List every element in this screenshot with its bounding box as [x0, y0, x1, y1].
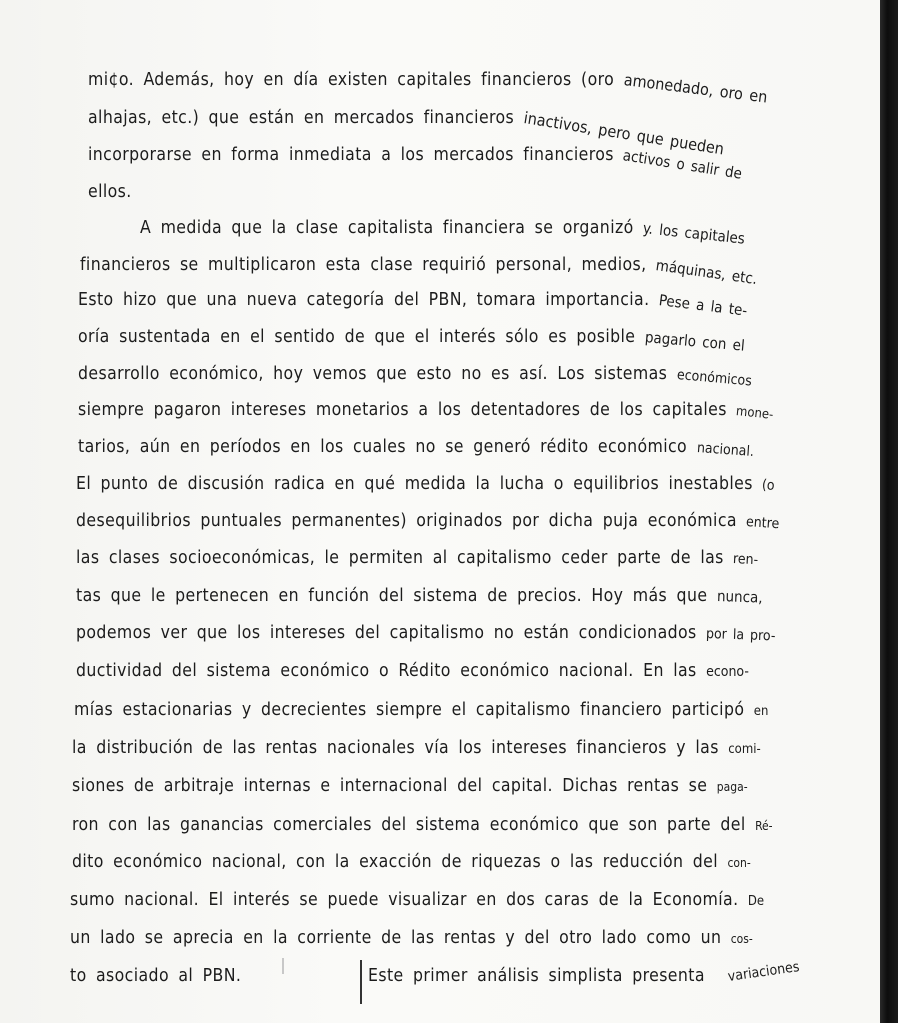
- text-line: [76, 586, 762, 606]
- line-tail: variaciones: [727, 959, 801, 985]
- line-text: ron con las ganancias comerciales del sistema económico que son parte del: [72, 815, 746, 835]
- page-edge-shadow: [880, 0, 898, 1023]
- line-tail: econo-: [706, 664, 749, 680]
- line-text: sumo nacional. El interés se puede visualizar en dos caras de la Economía.: [70, 890, 739, 910]
- text-line: [72, 776, 748, 796]
- line-text: mi¢o. Además, hoy en día existen capitales financieros (oro: [88, 70, 615, 90]
- line-tail: mone-: [735, 404, 775, 423]
- line-text: ductividad del sistema económico o Rédito económico nacional. En las: [76, 661, 697, 681]
- line-text: tas que le pertenecen en función del sistema de precios. Hoy más que: [76, 586, 708, 606]
- text-line: [78, 327, 746, 355]
- line-text: Este primer análisis simplista presenta: [368, 966, 705, 986]
- text-line: [76, 623, 776, 643]
- text-line: [76, 548, 758, 568]
- line-tail: Ré-: [755, 819, 773, 833]
- line-tail: paga-: [716, 780, 748, 794]
- text-line: [140, 218, 746, 248]
- line-tail: nunca,: [716, 587, 763, 607]
- line-text: un lado se aprecia en la corriente de las rentas y del otro lado como un: [70, 928, 722, 948]
- line-tail: ren-: [732, 551, 759, 569]
- text-line: [72, 852, 751, 872]
- line-text: podemos ver que los intereses del capitalismo no están condicionados: [76, 623, 697, 643]
- line-tail: y. los capitales: [642, 219, 746, 248]
- text-line: [74, 700, 768, 720]
- text-line: [76, 511, 780, 531]
- line-text: incorporarse en forma inmediata a los mercados financieros: [88, 145, 614, 165]
- line-tail: comi-: [728, 742, 761, 757]
- line-tail: inactivos, pero que pueden: [522, 108, 725, 159]
- paste-edge-mark: [360, 960, 362, 1004]
- line-text: El punto de discusión radica en qué medida la lucha o equilibrios inestables: [76, 474, 753, 494]
- line-text: tarios, aún en períodos en los cuales no se generó rédito económico: [78, 437, 688, 457]
- text-line: [368, 959, 801, 986]
- line-tail: económicos: [675, 367, 753, 390]
- text-line: [70, 890, 764, 910]
- line-tail: en: [753, 704, 769, 719]
- line-tail: De: [747, 894, 765, 909]
- line-tail: por la pro-: [705, 626, 776, 645]
- text-line: [72, 815, 773, 835]
- text-line: [72, 738, 761, 758]
- line-text: ellos.: [88, 182, 132, 202]
- line-text: financieros se multiplicaron esta clase requirió personal, medios,: [80, 255, 647, 275]
- text-line: [88, 145, 744, 183]
- text-line: [78, 364, 753, 390]
- line-text: Esto hizo que una nueva categoría del PBN, tomara importancia.: [78, 290, 650, 310]
- line-text: to asociado al PBN.: [70, 966, 242, 986]
- text-line: [88, 182, 132, 202]
- line-text: siones de arbitraje internas e internacional del capital. Dichas rentas se: [72, 776, 708, 796]
- text-line: [78, 437, 754, 460]
- text-line: [70, 928, 753, 948]
- text-line: [76, 661, 749, 681]
- line-tail: nacional.: [695, 440, 754, 460]
- line-text: A medida que la clase capitalista financiera se organizó: [140, 218, 634, 238]
- line-tail: Pese a la te-: [657, 291, 749, 320]
- text-line: [70, 966, 241, 986]
- faint-mark: [282, 958, 284, 974]
- line-text: mías estacionarias y decrecientes siempre el capitalismo financiero participó: [74, 700, 745, 720]
- line-text: alhajas, etc.) que están en mercados financieros: [88, 108, 515, 128]
- line-text: la distribución de las rentas nacionales vía los intereses financieros y las: [72, 738, 719, 758]
- line-text: desarrollo económico, hoy vemos que esto no es así. Los sistemas: [78, 364, 668, 384]
- line-tail: entre: [745, 514, 781, 533]
- line-text: oría sustentada en el sentido de que el interés sólo es posible: [78, 327, 636, 347]
- text-line: [76, 474, 775, 494]
- line-tail: con-: [727, 856, 751, 870]
- line-tail: pagarlo con el: [644, 328, 746, 355]
- text-line: [88, 70, 769, 107]
- line-text: dito económico nacional, con la exacción de riquezas o las reducción del: [72, 852, 719, 872]
- line-tail: cos-: [730, 932, 753, 946]
- text-line: [80, 255, 759, 289]
- line-tail: activos o salir de: [621, 146, 744, 183]
- text-line: [78, 400, 775, 423]
- line-text: siempre pagaron intereses monetarios a los detentadores de los capitales: [78, 400, 727, 420]
- line-text: desequilibrios puntuales permanentes) originados por dicha puja económica: [76, 511, 737, 531]
- line-text: las clases socioeconómicas, le permiten al capitalismo ceder parte de las: [76, 548, 724, 568]
- line-tail: amonedado, oro en: [622, 70, 769, 107]
- line-tail: máquinas, etc.: [654, 256, 759, 289]
- text-line: [78, 290, 749, 320]
- line-tail: (o: [761, 477, 776, 495]
